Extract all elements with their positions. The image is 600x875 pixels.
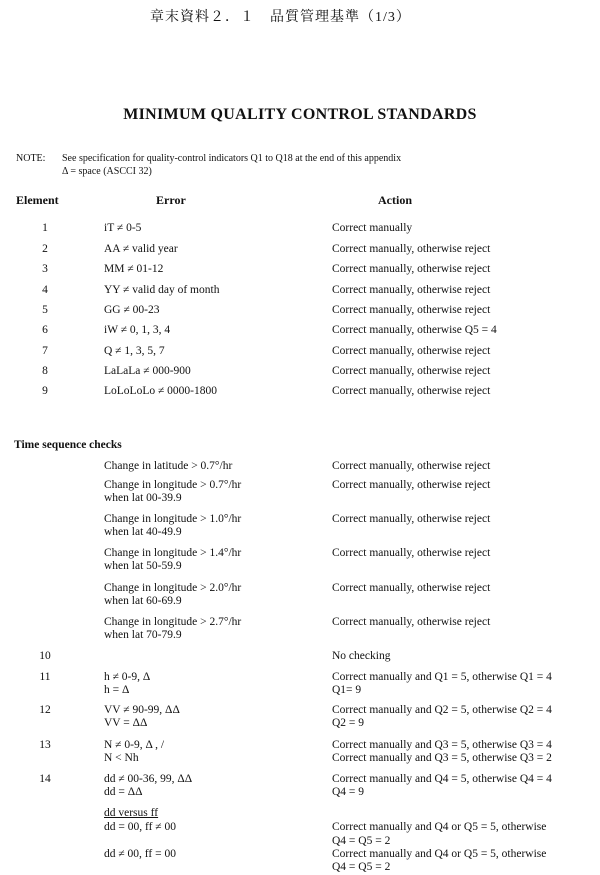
element-action: Correct manually, otherwise reject xyxy=(332,365,491,377)
element-error: LaLaLa ≠ 000-900 xyxy=(104,365,191,377)
element-number: 2 xyxy=(42,243,48,255)
dd-ff-action: Correct manually and Q4 or Q5 = 5, otherwise xyxy=(332,848,547,860)
element-action: Correct manually and Q3 = 5, otherwise Q3 = 4 xyxy=(332,739,552,751)
element-action: Correct manually, otherwise reject xyxy=(332,345,491,357)
element-action: Correct manually, otherwise reject xyxy=(332,304,491,316)
element-error: MM ≠ 01-12 xyxy=(104,263,164,275)
element-action: Correct manually xyxy=(332,222,413,234)
element-action: Correct manually, otherwise Q5 = 4 xyxy=(332,324,497,336)
element-error: h ≠ 0-9, Δ xyxy=(104,671,151,683)
element-error: LoLoLoLo ≠ 0000-1800 xyxy=(104,385,217,397)
element-action-secondary: Q1= 9 xyxy=(332,684,362,696)
element-number: 11 xyxy=(39,671,51,683)
element-number: 3 xyxy=(42,263,48,275)
check-action: Correct manually, otherwise reject xyxy=(332,547,491,559)
check-action: Correct manually, otherwise reject xyxy=(332,616,491,628)
element-error-secondary: N < Nh xyxy=(104,752,139,764)
dd-versus-ff-heading: dd versus ff xyxy=(104,807,159,819)
check-action: Correct manually, otherwise reject xyxy=(332,582,491,594)
check-condition: when lat 60-69.9 xyxy=(104,595,182,607)
element-number: 6 xyxy=(42,324,48,336)
document-title: MINIMUM QUALITY CONTROL STANDARDS xyxy=(123,106,477,123)
note-body xyxy=(62,152,582,178)
element-error-secondary: VV = ΔΔ xyxy=(104,717,148,729)
element-error-secondary: dd = ΔΔ xyxy=(104,786,143,798)
column-header-element: Element xyxy=(16,193,59,207)
element-error: YY ≠ valid day of month xyxy=(104,284,220,296)
element-number: 12 xyxy=(39,704,51,716)
element-error: VV ≠ 90-99, ΔΔ xyxy=(104,704,180,716)
element-action: Correct manually, otherwise reject xyxy=(332,263,491,275)
element-action: Correct manually, otherwise reject xyxy=(332,385,491,397)
note-line-2: Δ = space (ASCCI 32) xyxy=(62,166,152,177)
check-line: Change in longitude > 2.7°/hr xyxy=(104,616,242,628)
check-action: Correct manually, otherwise reject xyxy=(332,479,491,491)
element-action-secondary: Correct manually and Q3 = 5, otherwise Q3 = 2 xyxy=(332,752,552,764)
dd-ff-condition: dd = 00, ff ≠ 00 xyxy=(104,821,176,833)
element-action: Correct manually, otherwise reject xyxy=(332,243,491,255)
element-number: 8 xyxy=(42,365,48,377)
element-error: Q ≠ 1, 3, 5, 7 xyxy=(104,345,165,357)
element-error: GG ≠ 00-23 xyxy=(104,304,160,316)
element-action: Correct manually and Q4 = 5, otherwise Q4 = 4 xyxy=(332,773,552,785)
check-condition: when lat 70-79.9 xyxy=(104,629,182,641)
check-line: Change in longitude > 1.0°/hr xyxy=(104,513,242,525)
element-number: 4 xyxy=(42,284,48,296)
dd-ff-action-secondary: Q4 = Q5 = 2 xyxy=(332,835,391,847)
element-number: 10 xyxy=(39,650,51,662)
element-action: No checking xyxy=(332,650,391,662)
note-line-1: See specification for quality-control indicators Q1 to Q18 at the end of this appendix xyxy=(62,153,402,164)
check-line: Change in longitude > 2.0°/hr xyxy=(104,582,242,594)
dd-ff-condition: dd ≠ 00, ff = 00 xyxy=(104,848,176,860)
column-header-error: Error xyxy=(156,193,186,207)
element-number: 13 xyxy=(39,739,51,751)
element-error: N ≠ 0-9, Δ , / xyxy=(104,739,165,751)
check-line: Change in latitude > 0.7°/hr xyxy=(104,460,233,472)
element-action: Correct manually, otherwise reject xyxy=(332,284,491,296)
element-number: 1 xyxy=(42,222,48,234)
dd-ff-action: Correct manually and Q4 or Q5 = 5, otherwise xyxy=(332,821,547,833)
dd-ff-action-secondary: Q4 = Q5 = 2 xyxy=(332,861,391,873)
check-line: Change in longitude > 1.4°/hr xyxy=(104,547,242,559)
element-error-secondary: h = Δ xyxy=(104,684,130,696)
element-error: dd ≠ 00-36, 99, ΔΔ xyxy=(104,773,193,785)
element-number: 7 xyxy=(42,345,48,357)
element-action: Correct manually and Q1 = 5, otherwise Q1 = 4 xyxy=(332,671,552,683)
check-condition: when lat 00-39.9 xyxy=(104,492,182,504)
element-number: 5 xyxy=(42,304,48,316)
check-action: Correct manually, otherwise reject xyxy=(332,513,491,525)
element-action-secondary: Q2 = 9 xyxy=(332,717,365,729)
time-sequence-title: Time sequence checks xyxy=(14,439,122,451)
check-condition: when lat 50-59.9 xyxy=(104,560,182,572)
check-line: Change in longitude > 0.7°/hr xyxy=(104,479,242,491)
page-header: 章末資料２．１ 品質管理基準（1/3） xyxy=(150,10,411,25)
element-action: Correct manually and Q2 = 5, otherwise Q2 = 4 xyxy=(332,704,552,716)
column-header-action: Action xyxy=(378,193,412,207)
element-error: AA ≠ valid year xyxy=(104,243,178,255)
check-condition: when lat 40-49.9 xyxy=(104,526,182,538)
note-label: NOTE: xyxy=(16,153,46,164)
element-number: 9 xyxy=(42,385,48,397)
element-number: 14 xyxy=(39,773,51,785)
element-action-secondary: Q4 = 9 xyxy=(332,786,365,798)
check-action: Correct manually, otherwise reject xyxy=(332,460,491,472)
element-error: iT ≠ 0-5 xyxy=(104,222,142,234)
element-error: iW ≠ 0, 1, 3, 4 xyxy=(104,324,171,336)
